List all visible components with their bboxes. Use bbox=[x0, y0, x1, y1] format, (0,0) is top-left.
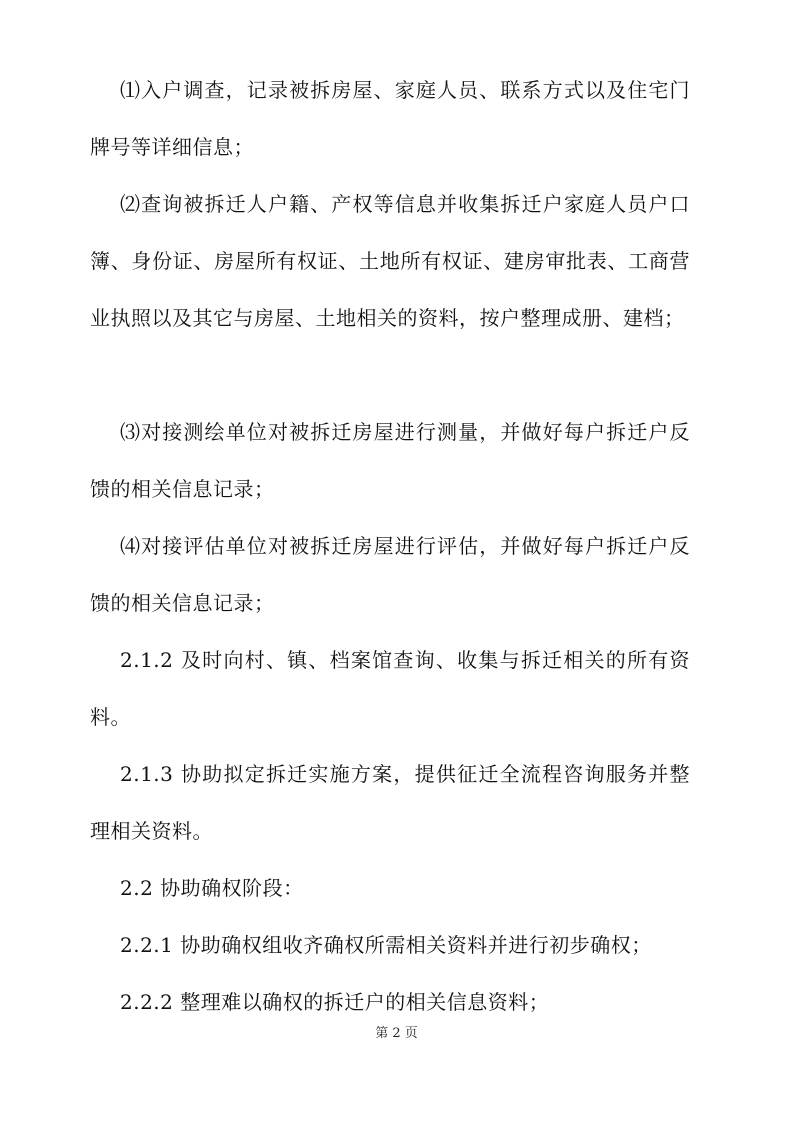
paragraph-household-survey: ⑴入户调查，记录被拆房屋、家庭人员、联系方式以及住宅门牌号等详细信息； bbox=[90, 78, 690, 159]
paragraph-collect-documents: ⑵查询被拆迁人户籍、产权等信息并收集拆迁户家庭人员户口簿、身份证、房屋所有权证、土地所有权证、建房审批表、工商营业执照以及其它与房屋、土地相关的资料，按户整理成册、建档； bbox=[90, 192, 690, 330]
paragraph-2-2-2: 2.2.2 整理难以确权的拆迁户的相关信息资料； bbox=[120, 990, 550, 1014]
section-heading-2-2: 2.2 协助确权阶段： bbox=[120, 876, 304, 900]
paragraph-2-1-3: 2.1.3 协助拟定拆迁实施方案，提供征迁全流程咨询服务并整理相关资料。 bbox=[90, 762, 690, 843]
page-number: 第 2 页 bbox=[375, 1026, 418, 1041]
paragraph-valuation: ⑷对接评估单位对被拆迁房屋进行评估，并做好每户拆迁户反馈的相关信息记录； bbox=[90, 534, 690, 615]
paragraph-2-2-1: 2.2.1 协助确权组收齐确权所需相关资料并进行初步确权； bbox=[120, 933, 652, 957]
paragraph-2-1-2: 2.1.2 及时向村、镇、档案馆查询、收集与拆迁相关的所有资料。 bbox=[90, 648, 690, 729]
paragraph-survey-mapping: ⑶对接测绘单位对被拆迁房屋进行测量，并做好每户拆迁户反馈的相关信息记录； bbox=[90, 420, 690, 501]
